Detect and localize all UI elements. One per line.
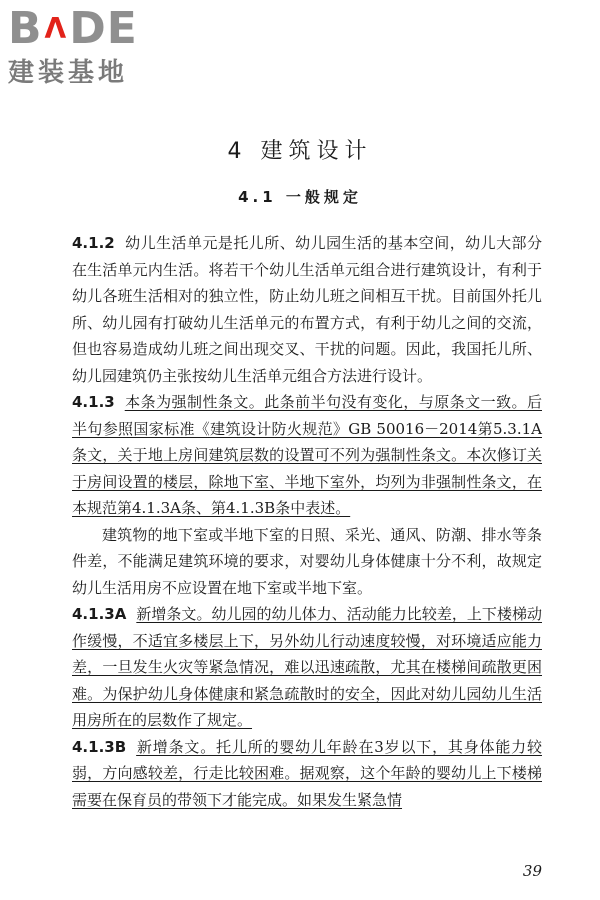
body-text xyxy=(72,230,542,813)
chapter-title: 4 建筑设计 xyxy=(227,139,373,164)
logo xyxy=(8,3,178,88)
clause-number: 4.1.2 xyxy=(72,234,115,252)
clause-text: 幼儿生活单元是托儿所、幼儿园生活的基本空间，幼儿大部分在生活单元内生活。将若干个幼儿生活单元组合进行建筑设计，有利于幼儿各班生活相对的独立性，防止幼儿班之间相互干扰。目前国外托儿所、幼儿园有打破幼儿生活单元的布置方式，有利于幼儿之间的交流，但也容易造成幼儿班之间出现交叉、干扰的问题。因此，我国托儿所、幼儿园建筑仍主张按幼儿生活单元组合方法进行设计。 xyxy=(72,234,542,385)
clause-number: 4.1.3 xyxy=(72,393,115,411)
logo-subtitle: 建装基地 xyxy=(8,58,129,88)
clause-4-1-3-paragraph-2: 建筑物的地下室或半地下室的日照、采光、通风、防潮、排水等条件差，不能满足建筑环境的要求，对婴幼儿身体健康十分不利，故规定幼儿生活用房不应设置在地下室或半地下室。 xyxy=(72,525,542,597)
page-number: 39 xyxy=(522,862,542,880)
section-title: 4.1 一般规定 xyxy=(238,188,362,206)
clause-text-underlined: 新增条文。幼儿园的幼儿体力、活动能力比较差，上下楼梯动作缓慢，不适宜多楼层上下，另外幼儿行动速度较慢，对环境适应能力差，一旦发生火灾等紧急情况，难以迅速疏散，尤其在楼梯间疏散更困难。为保护幼儿身体健康和紧急疏散时的安全，因此对幼儿园幼儿生活用房所在的层数作了规定。 xyxy=(72,605,542,729)
clause-4-1-3b xyxy=(72,734,542,814)
logo-accent-triangle: Λ xyxy=(44,12,68,45)
clause-4-1-3a xyxy=(72,601,542,734)
clause-text-underlined: 本条为强制性条文。此条前半句没有变化，与原条文一致。后半句参照国家标准《建筑设计防火规范》GB 50016－2014第5.3.1A条文，关于地上房间建筑层数的设置可不列为强制性条文。本次修订关于房间设置的楼层，除地下室、半地下室外，均列为非强制性条文，在本规范第4.1.3A条、第4.1.3B条中表述。 xyxy=(72,393,542,517)
logo-wordmark xyxy=(8,3,178,54)
logo-letters-de: DE xyxy=(69,3,138,54)
clause-4-1-2 xyxy=(72,230,542,389)
logo-letter-b: B xyxy=(8,3,43,54)
clause-number: 4.1.3B xyxy=(72,737,127,756)
clause-number: 4.1.3A xyxy=(72,605,127,623)
clause-4-1-3 xyxy=(72,389,542,522)
clause-text-underlined: 新增条文。托儿所的婴幼儿年龄在3岁以下，其身体能力较弱，方向感较差，行走比较困难。据观察，这个年龄的婴幼儿上下楼梯需要在保育员的带领下才能完成。如果发生紧急情 xyxy=(72,737,542,809)
